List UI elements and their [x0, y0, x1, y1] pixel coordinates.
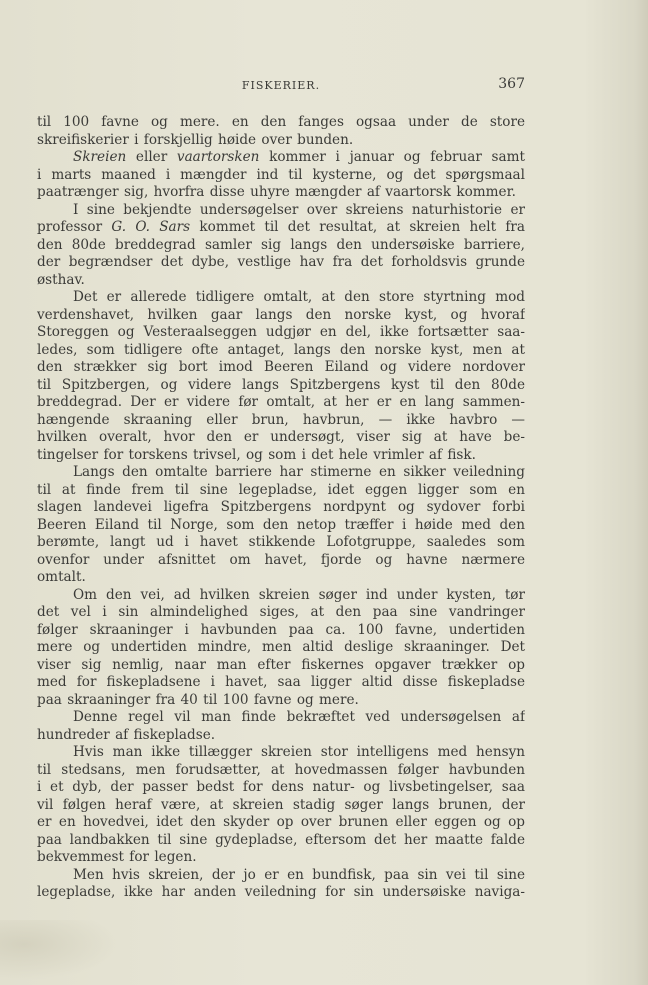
text-segment: mere og undertiden mindre, men altid deslige skraaninger. Det: [37, 639, 525, 655]
text-line: [37, 534, 525, 552]
text-segment: bekvemmest for legen.: [37, 849, 197, 865]
text-line: [37, 447, 525, 465]
text-line: [37, 499, 525, 517]
italic-text: Skreien: [73, 149, 127, 165]
text-segment: skreifiskerier i forskjellig høide over bunden.: [37, 131, 354, 148]
text-segment: i marts maaned i mængder ind til kysterne, og det spørgsmaal: [37, 166, 525, 183]
text-line: [37, 149, 525, 167]
text-line: [37, 324, 525, 342]
text-line: [37, 272, 525, 290]
text-line: [37, 464, 525, 482]
text-segment: paa skraaninger fra 40 til 100 favne og mere.: [37, 691, 359, 708]
text-segment: viser sig nemlig, naar man efter fiskernes opgaver trækker op: [37, 656, 525, 673]
text-segment: østhav.: [37, 271, 85, 288]
text-line: [37, 867, 525, 885]
text-segment: den strækker sig bort imod Beeren Eiland og videre nordover: [37, 359, 525, 375]
italic-text: vaartorsken: [176, 149, 260, 165]
text-line: [37, 639, 525, 657]
text-segment: slagen landevei ligefra Spitzbergens nordpynt og sydover forbi: [37, 499, 525, 515]
text-segment: hvilken overalt, hvor den er undersøgt, viser sig at have be-: [37, 429, 525, 445]
text-line: [37, 692, 525, 710]
text-line: [37, 184, 525, 202]
text-segment: hundreder af fiskepladse.: [37, 726, 216, 743]
paper-stain: [0, 920, 120, 980]
text-line: [37, 849, 525, 867]
text-line: [37, 342, 525, 360]
text-line: [37, 307, 525, 325]
text-segment: til stedsans, men forudsætter, at hovedmassen følger havbunden: [37, 761, 525, 778]
text-line: [37, 762, 525, 780]
text-segment: paa landbakken til sine gydepladse, eftersom det her maatte falde: [37, 831, 525, 848]
text-line: [37, 412, 525, 430]
text-segment: Det er allerede tidligere omtalt, at den store styrtning mod: [73, 289, 525, 305]
text-line: [37, 289, 525, 307]
running-title: FISKERIER.: [241, 79, 321, 92]
text-line: [37, 657, 525, 675]
text-segment: omtalt.: [37, 569, 86, 585]
text-line: [37, 219, 525, 237]
text-segment: I sine bekjendte undersøgelser over skreiens naturhistorie er: [73, 201, 525, 218]
text-line: [37, 552, 525, 570]
text-line: [37, 202, 525, 220]
text-segment: eller: [126, 149, 177, 165]
text-line: [37, 832, 525, 850]
text-segment: Beeren Eiland til Norge, som den netop træffer i høide med den: [37, 516, 525, 533]
text-line: [37, 814, 525, 832]
text-segment: paatrænger sig, hvorfra disse uhyre mængder af vaartorsk kommer.: [37, 184, 516, 200]
text-segment: Langs den omtalte barriere har stimerne en sikker veiledning: [73, 464, 525, 480]
text-segment: følger skraaninger i havbunden paa ca. 100 favne, undertiden: [37, 621, 525, 638]
text-line: [37, 254, 525, 272]
italic-text: G. O. Sars: [111, 219, 191, 235]
text-line: [37, 359, 525, 377]
text-segment: berømte, langt ud i havet stikkende Lofotgruppe, saaledes som: [37, 534, 525, 550]
text-line: [37, 569, 525, 587]
text-line: [37, 744, 525, 762]
text-line: [37, 429, 525, 447]
text-segment: tingelser for torskens trivsel, og som i det hele vrimler af fisk.: [37, 446, 476, 463]
text-segment: til at finde frem til sine legepladse, idet eggen ligger som en: [37, 481, 525, 498]
text-line: [37, 884, 525, 902]
text-segment: er en hovedvei, idet den skyder op over brunen eller eggen og op: [37, 814, 525, 830]
text-segment: i et dyb, der passer bedst for dens natur- og livsbetingelser, saa: [37, 779, 525, 795]
text-line: [37, 604, 525, 622]
text-line: [37, 237, 525, 255]
text-segment: det vel i sin almindelighed siges, at den paa sine vandringer: [37, 604, 525, 620]
text-line: [37, 709, 525, 727]
text-segment: til Spitzbergen, og videre langs Spitzbergens kyst til den 80de: [37, 376, 525, 393]
text-segment: med for fiskepladsene i havet, saa ligger altid disse fiskepladse: [37, 674, 525, 690]
text-segment: Storeggen og Vesteraalseggen udgjør en del, ikke fortsætter saa-: [37, 324, 525, 340]
text-line: [37, 517, 525, 535]
text-segment: breddegrad. Der er videre før omtalt, at her er en lang sammen-: [37, 394, 525, 410]
text-segment: kommet til det resultat, at skreien helt fra: [190, 219, 525, 235]
page-number: 367: [498, 76, 525, 92]
text-line: [37, 674, 525, 692]
text-segment: Hvis man ikke tillægger skreien stor intelligens med hensyn: [73, 744, 525, 760]
text-segment: hængende skraaning eller brun, havbrun, — ikke havbro —: [37, 411, 525, 428]
text-segment: den 80de breddegrad samler sig langs den undersøiske barriere,: [37, 236, 525, 253]
text-segment: Om den vei, ad hvilken skreien søger ind under kysten, tør: [73, 586, 525, 603]
text-segment: professor: [37, 219, 112, 235]
text-segment: legepladse, ikke har anden veiledning for sin undersøiske naviga-: [37, 884, 525, 900]
body-text: [37, 114, 525, 902]
text-line: [37, 377, 525, 395]
text-line: [37, 622, 525, 640]
text-line: [37, 114, 525, 132]
text-segment: vil følgen heraf være, at skreien stadig søger langs brunen, der: [37, 796, 525, 813]
text-segment: ledes, som tidligere ofte antaget, langs den norske kyst, men at: [37, 341, 525, 358]
text-segment: til 100 favne og mere. en den fanges ogsaa under de store: [37, 114, 525, 130]
text-segment: Denne regel vil man finde bekræftet ved undersøgelsen af: [73, 709, 525, 725]
text-line: [37, 167, 525, 185]
text-line: [37, 132, 525, 150]
text-line: [37, 797, 525, 815]
text-line: [37, 727, 525, 745]
text-segment: Men hvis skreien, der jo er en bundfisk, paa sin vei til sine: [73, 866, 525, 883]
text-segment: der begrændser det dybe, vestlige hav fra det forholdsvis grunde: [37, 254, 525, 270]
running-head: [37, 76, 525, 94]
text-segment: ovenfor under afsnittet om havet, fjorde og havne nærmere: [37, 551, 525, 568]
text-line: [37, 779, 525, 797]
text-line: [37, 394, 525, 412]
text-line: [37, 482, 525, 500]
text-segment: verdenshavet, hvilken gaar langs den norske kyst, og hvoraf: [37, 306, 525, 323]
text-line: [37, 587, 525, 605]
text-segment: kommer i januar og februar samt: [259, 149, 525, 165]
